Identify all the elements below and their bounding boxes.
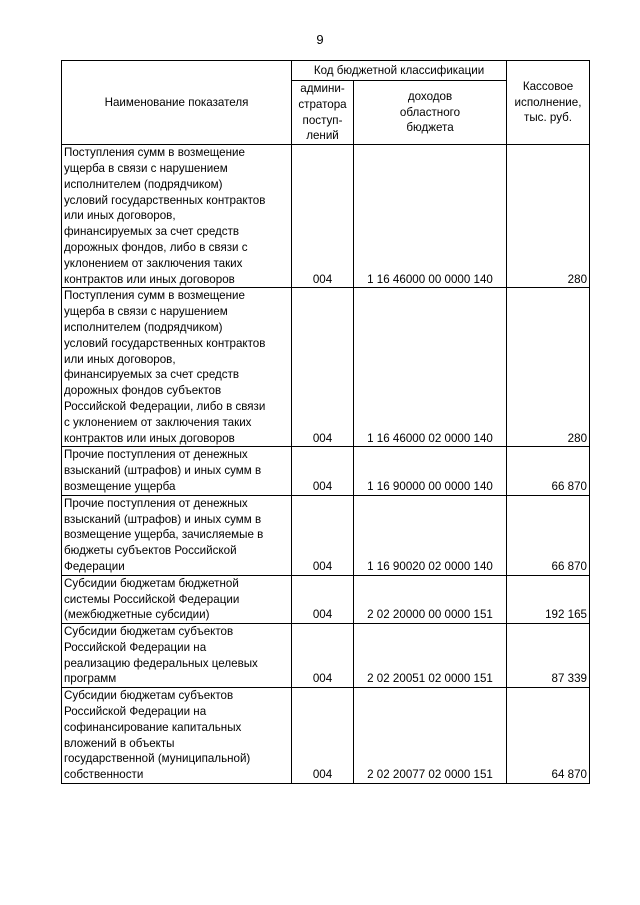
row-admin-code-cell: 004 (292, 624, 354, 688)
table-row (62, 447, 590, 495)
row-name-cell: Прочие поступления от денежных взысканий (штрафов) и иных сумм в возмещение ущерба, зачисляемые в бюджеты субъектов Российской Федерации (62, 495, 292, 575)
table-row (62, 145, 590, 288)
table-row (62, 288, 590, 447)
table-body (62, 145, 590, 784)
row-admin-code-cell: 004 (292, 145, 354, 288)
table-row (62, 575, 590, 623)
table-header (62, 61, 590, 145)
row-name-cell: Субсидии бюджетам субъектов Российской Федерации на софинансирование капитальных вложений в объекты государственной (муниципальной) собственности (62, 688, 292, 784)
header-code (354, 81, 507, 145)
row-budget-code-cell: 2 02 20051 02 0000 151 (354, 624, 507, 688)
header-admin (292, 81, 354, 145)
header-classification-text: Код бюджетной классификации (313, 63, 485, 77)
header-value (507, 61, 590, 145)
row-budget-code-cell: 1 16 46000 00 0000 140 (354, 145, 507, 288)
row-value-cell: 192 165 (507, 575, 590, 623)
row-value-cell: 87 339 (507, 624, 590, 688)
row-name-cell: Поступления сумм в возмещение ущерба в связи с нарушением исполнителем (подрядчиком) условий государственных контрактов или иных договоров, финансируемых за счет средств дорожных фондов субъектов Российской Федерации, либо в связи с уклонением от заключения таких контрактов или иных договоров (62, 288, 292, 447)
table-row (62, 688, 590, 784)
row-budget-code-cell: 2 02 20000 00 0000 151 (354, 575, 507, 623)
row-budget-code-cell: 2 02 20077 02 0000 151 (354, 688, 507, 784)
row-budget-code-cell: 1 16 90000 00 0000 140 (354, 447, 507, 495)
row-value-cell: 64 870 (507, 688, 590, 784)
row-budget-code-cell: 1 16 46000 02 0000 140 (354, 288, 507, 447)
row-name-cell: Субсидии бюджетам бюджетной системы Российской Федерации (межбюджетные субсидии) (62, 575, 292, 623)
row-value-cell: 66 870 (507, 495, 590, 575)
page-number: 9 (316, 32, 324, 47)
row-name-cell: Поступления сумм в возмещение ущерба в связи с нарушением исполнителем (подрядчиком) условий государственных контрактов или иных договоров, финансируемых за счет средств дорожных фондов, либо в связи с уклонением от заключения таких контрактов или иных договоров (62, 145, 292, 288)
header-value-text: Кассовое исполнение, тыс. руб. (514, 79, 582, 125)
row-value-cell: 280 (507, 288, 590, 447)
row-budget-code-cell: 1 16 90020 02 0000 140 (354, 495, 507, 575)
row-value-cell: 66 870 (507, 447, 590, 495)
header-name (62, 61, 292, 145)
header-code-text: доходов областного бюджета (399, 89, 461, 135)
row-name-cell: Прочие поступления от денежных взысканий (штрафов) и иных сумм в возмещение ущерба (62, 447, 292, 495)
header-classification-group (292, 61, 507, 81)
table-row (62, 624, 590, 688)
row-admin-code-cell: 004 (292, 688, 354, 784)
header-name-text: Наименование показателя (104, 95, 249, 109)
header-admin-text: админи- стратора поступ- лений (298, 82, 347, 143)
budget-table (61, 60, 590, 784)
row-admin-code-cell: 004 (292, 575, 354, 623)
row-name-cell: Субсидии бюджетам субъектов Российской Федерации на реализацию федеральных целевых программ (62, 624, 292, 688)
row-admin-code-cell: 004 (292, 495, 354, 575)
row-admin-code-cell: 004 (292, 447, 354, 495)
table-row (62, 495, 590, 575)
row-admin-code-cell: 004 (292, 288, 354, 447)
row-value-cell: 280 (507, 145, 590, 288)
